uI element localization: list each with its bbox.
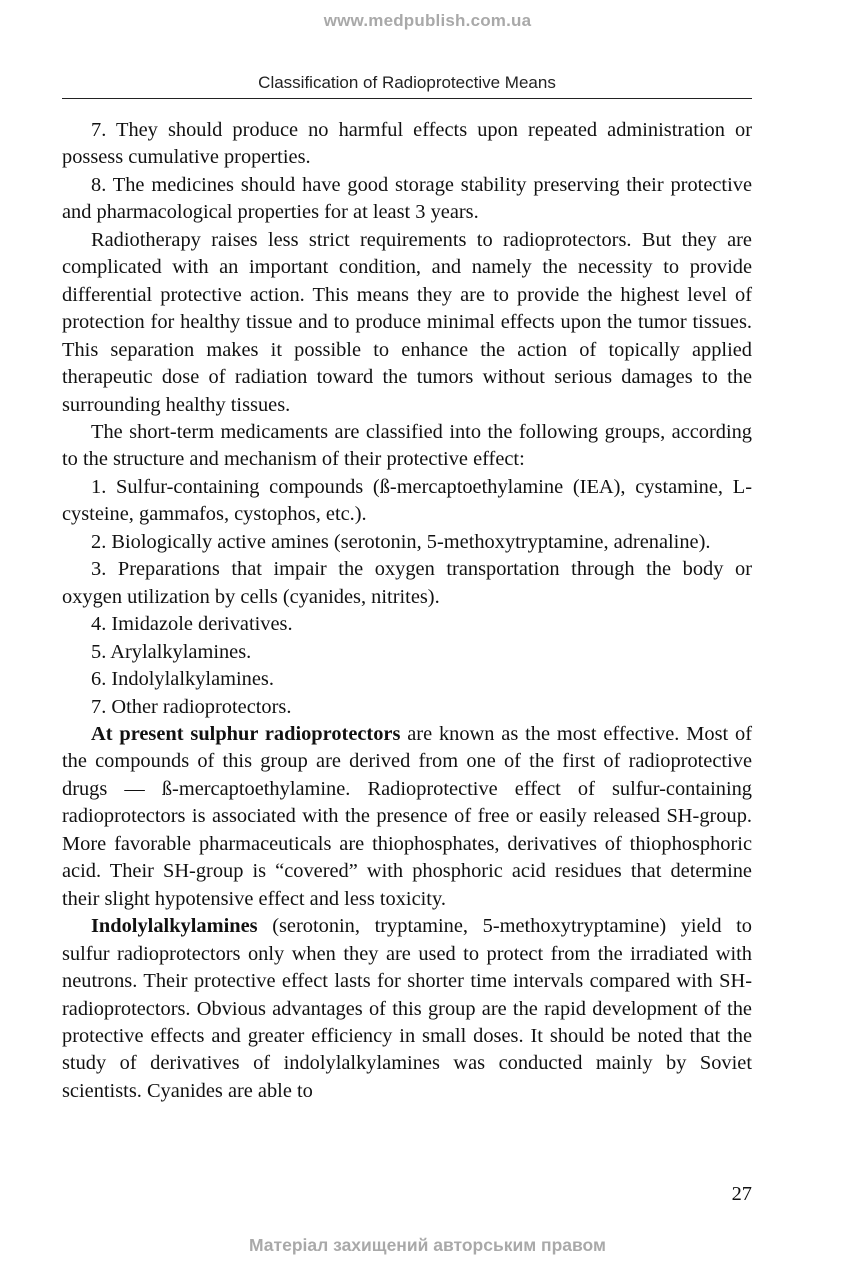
group-item-7: 7. Other radioprotectors. bbox=[91, 695, 292, 718]
paragraph-sulphur bbox=[62, 721, 752, 913]
top-watermark: www.medpublish.com.ua bbox=[323, 11, 532, 30]
paragraph-indolylalkylamines bbox=[62, 913, 752, 1105]
group-item-3: 3. Preparations that impair the oxygen transportation through the body or oxygen utilization by cells (cyanides, nitrites). bbox=[62, 558, 752, 608]
paragraph-radiotherapy: Radiotherapy raises less strict requirements to radioprotectors. But they are complicated with an important condition, and namely the necessity to provide differential protective action. This means they are to provide the highest level of protection for healthy tissue and to produce minimal effects upon the tumor tissues. This separation makes it possible to enhance the action of topically applied therapeutic dose of radiation toward the tumors without serious damages to the surrounding healthy tissues. bbox=[62, 228, 752, 416]
group-item-2: 2. Biologically active amines (serotonin, 5-methoxytryptamine, adrenaline). bbox=[91, 530, 711, 553]
sulphur-text: are known as the most effective. Most of the compounds of this group are derived from one of the first of radioprotective drugs — ß-mercaptoethylamine. Radioprotective effect of sulfur-containing radioprotectors is associated with the presence of free or easily released SH-group. More favorable pharmaceuticals are thiophosphates, derivatives of thiophosphoric acid. Their SH-group is “covered” with phosphoric acid residues that determine their slight hypotensive effect and less toxicity. bbox=[62, 722, 752, 910]
sulphur-heading: At present sulphur radioprotectors bbox=[91, 722, 401, 745]
indolylalkylamines-heading: Indolylalkylamines bbox=[91, 915, 258, 938]
group-item-4: 4. Imidazole derivatives. bbox=[91, 613, 293, 636]
bottom-watermark: Матеріал захищений авторським правом bbox=[249, 1235, 606, 1255]
group-item-5: 5. Arylalkylamines. bbox=[91, 640, 252, 663]
list-item-7: 7. They should produce no harmful effects upon repeated administration or possess cumulative properties. bbox=[62, 119, 752, 169]
indolylalkylamines-text: (serotonin, tryptamine, 5-methoxytryptamine) yield to sulfur radioprotectors only when they are used to protect from the irradiated with neutrons. Their protective effect lasts for shorter time intervals compared with SH-radioprotectors. Obvious advantages of this group are the rapid development of the protective effects and greater efficiency in small doses. It should be noted that the study of derivatives of indolylalkylamines was conducted mainly by Soviet scientists. Cyanides are able to bbox=[62, 915, 752, 1102]
group-item-6: 6. Indolylalkylamines. bbox=[91, 668, 274, 691]
list-item-8: 8. The medicines should have good storage stability preserving their protective and pharmacological properties for at least 3 years. bbox=[62, 173, 752, 224]
paragraph-classification: The short-term medicaments are classified into the following groups, according to the structure and mechanism of their protective effect: bbox=[62, 420, 752, 471]
page-body bbox=[62, 117, 752, 1105]
running-head: Classification of Radioprotective Means bbox=[258, 73, 556, 92]
header-rule bbox=[62, 98, 752, 99]
page-number: 27 bbox=[731, 1183, 752, 1205]
group-item-1: 1. Sulfur-containing compounds (ß-mercaptoethylamine (IEA), cystamine, L-cysteine, gammafos, cystophos, etc.). bbox=[62, 475, 752, 526]
